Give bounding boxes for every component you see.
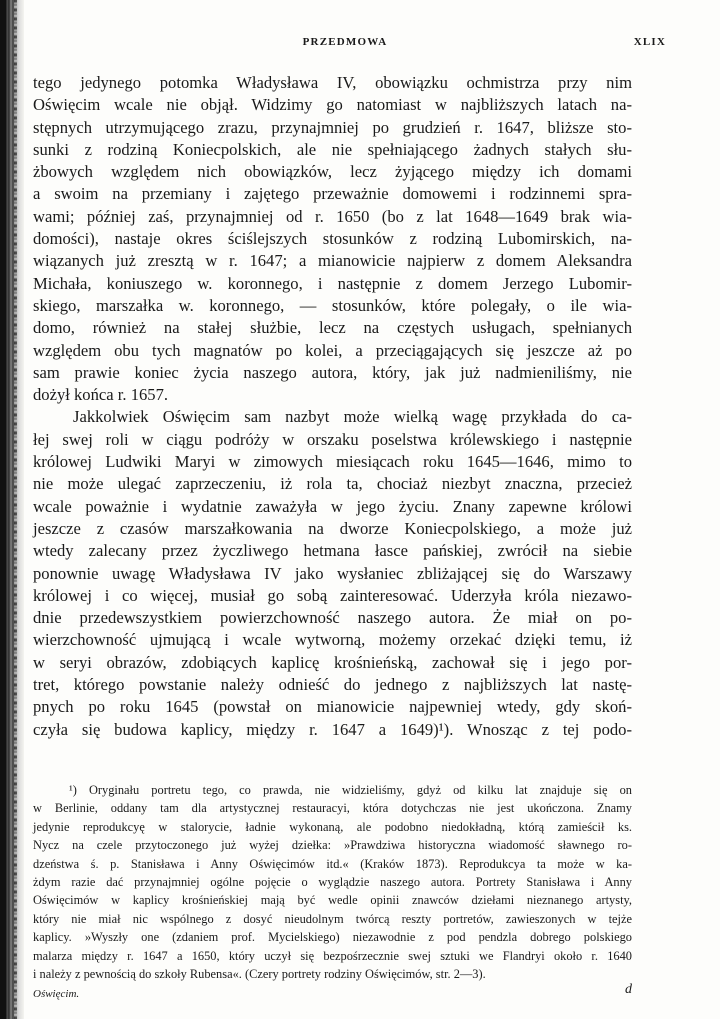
footnote-line: dzeństwa ś. p. Stanisława i Anny Oświęcimów itd.« (Kraków 1873). Reprodukcya ta może w ka- [33, 856, 632, 871]
main-text [33, 72, 632, 741]
text-line: łej swej roli w ciągu podróży w orszaku poselstwa królewskiego i następnie [33, 429, 632, 449]
footnote-line: w Berlinie, oddany tam dla artystycznej restauracyi, która dotychczas nie jest ukończona. Znamy [33, 801, 632, 816]
page-footer [33, 982, 632, 1004]
text-line: stępnych utrzymującego zrazu, przynajmniej po grudzień r. 1647, bliższe sto- [33, 117, 632, 137]
text-line: dożył końca r. 1657. [33, 385, 169, 405]
text-line: wtedy zalecany przez życzliwego hetmana łasce pańskiej, zwrócił na siebie [33, 541, 632, 561]
footnote-line: jedynie reprodukcyę w stalorycie, ładnie wykonaną, ale podobno niedokładną, którą zamieścił ks. [33, 819, 632, 834]
footnote-line: kaplicy. »Wyszły one (zdaniem prof. Mycielskiego) niezawodnie z pod pendzla dobrego polskiego [33, 930, 632, 945]
signature-mark: Oświęcim. [33, 988, 80, 1000]
text-line: pnych po roku 1645 (powstał on mianowicie najpewniej wtedy, gdy skoń- [33, 697, 632, 717]
text-line: jeszcze z czasów marszałkowania na dworze Koniecpolskiego, a może już [33, 518, 632, 538]
footnote-line: malarza między r. 1647 a 1650, który uczył się bezpośrzecznie swej sztuki we Flandryi około r. 1640 [33, 948, 632, 963]
text-line: sam prawie koniec życia naszego autora, który, jak już nadmieniliśmy, nie [33, 362, 632, 382]
page-header [32, 36, 666, 52]
text-line: a swoim na przemiany i zajętego przeważnie domowemi i rodzinnemi spra- [33, 184, 632, 204]
footnote-line: żdym razie dać przynajmniej ogólne pojęcie o wyglądzie naszego autora. Portrety Stanisława i Anny [33, 874, 632, 889]
text-line: wcale poważnie i wydatnie zaważyła w jego życiu. Znany zapewne królowi [33, 496, 632, 516]
text-line: względem obu tych magnatów po kolei, a przeciągających się jeszcze aż po [33, 340, 632, 360]
running-head: PRZEDMOWA [302, 36, 388, 48]
footnote-line: który nie miał nic wspólnego z dosyć nieudolnym twórcą reszty portretów, zawieszonych w tejże [33, 911, 632, 926]
text-line: domości), nastaje okres ściślejszych stosunków z rodziną Lubomirskich, na- [33, 229, 632, 249]
sheet-mark: d [625, 982, 632, 997]
text-line: sunki z rodziną Koniecpolskich, ale nie spełniającego żadnych stałych słu- [33, 139, 632, 159]
footnote-line: ¹) Oryginału portretu tego, co prawda, nie widzieliśmy, gdyż od kilku lat znajduje się on [69, 783, 632, 797]
text-line: królowej Ludwiki Maryi w zimowych miesiącach roku 1645—1646, mimo to [33, 452, 632, 472]
text-line: dnie przedewszystkiem powierzchowność naszego autora. Że miał on po- [33, 608, 632, 628]
text-line: Jakkolwiek Oświęcim sam nazbyt może wielką wagę przykłada do ca- [73, 407, 632, 427]
footnote-line: Nycz na czele przytoczonego już wyżej dziełka: »Prawdziwa historyczna wiadomość sławnego ro- [33, 838, 632, 853]
book-binding-edge [0, 0, 24, 1019]
text-line: żbowych względem nich obowiązków, lecz żyjącego między ich domami [33, 162, 632, 182]
footnote-line: Oświęcimów w kaplicy krośnieńskiej mają być wedle opinii znawców dziełami nieznanego artysty, [33, 893, 632, 908]
text-line: nie może ulegać zaprzeczeniu, iż rola ta, chociaż niezbyt znaczna, przecież [33, 474, 632, 494]
text-line: wami; później zaś, przynajmniej od r. 1650 (bo z lat 1648—1649 brak wia- [33, 206, 632, 226]
text-line: Michała, koniuszego w. koronnego, i następnie z domem Jerzego Lubomir- [33, 273, 632, 293]
text-line: skiego, marszałka w. koronnego, — stosunków, które polegały, o ile wia- [33, 295, 632, 315]
footnotes [33, 781, 632, 983]
text-line: królowej i co więcej, musiał go sobą zainteresować. Uderzyła króla niezawo- [33, 585, 632, 605]
text-line: ponownie uwagę Władysława IV jako wysłaniec zbliżającej się do Warszawy [33, 563, 632, 583]
text-line: Oświęcim wcale nie objął. Widzimy go natomiast w najbliższych latach na- [33, 95, 632, 115]
text-line: wiązanych już zresztą w r. 1647; a mianowicie najpierw z domem Aleksandra [33, 251, 632, 271]
footnote-line: i należy z pewnością do szkoły Rubensa«. (Czery portrety rodziny Oświęcimów, str. 2—3). [33, 966, 486, 981]
text-line: tret, którego powstanie należy odnieść do jednego z najbliższych lat nastę- [33, 675, 632, 695]
text-line: tego jedynego potomka Władysława IV, obowiązku ochmistrza przy nim [33, 73, 632, 92]
text-line: w seryi obrazów, zdobiących kaplicę krośnieńską, zachował się i jego por- [33, 652, 632, 672]
text-line: wierzchowność ujmującą i wcale wytworną, możemy orzekać dzięki temu, iż [33, 630, 632, 650]
page-number: XLIX [633, 36, 666, 48]
text-line: czyła się budowa kaplicy, między r. 1647 a 1649)¹). Wnosząc z tej podo- [33, 719, 632, 739]
text-line: domo, również na stałej służbie, lecz na częstych usługach, spełnianych [33, 318, 632, 338]
